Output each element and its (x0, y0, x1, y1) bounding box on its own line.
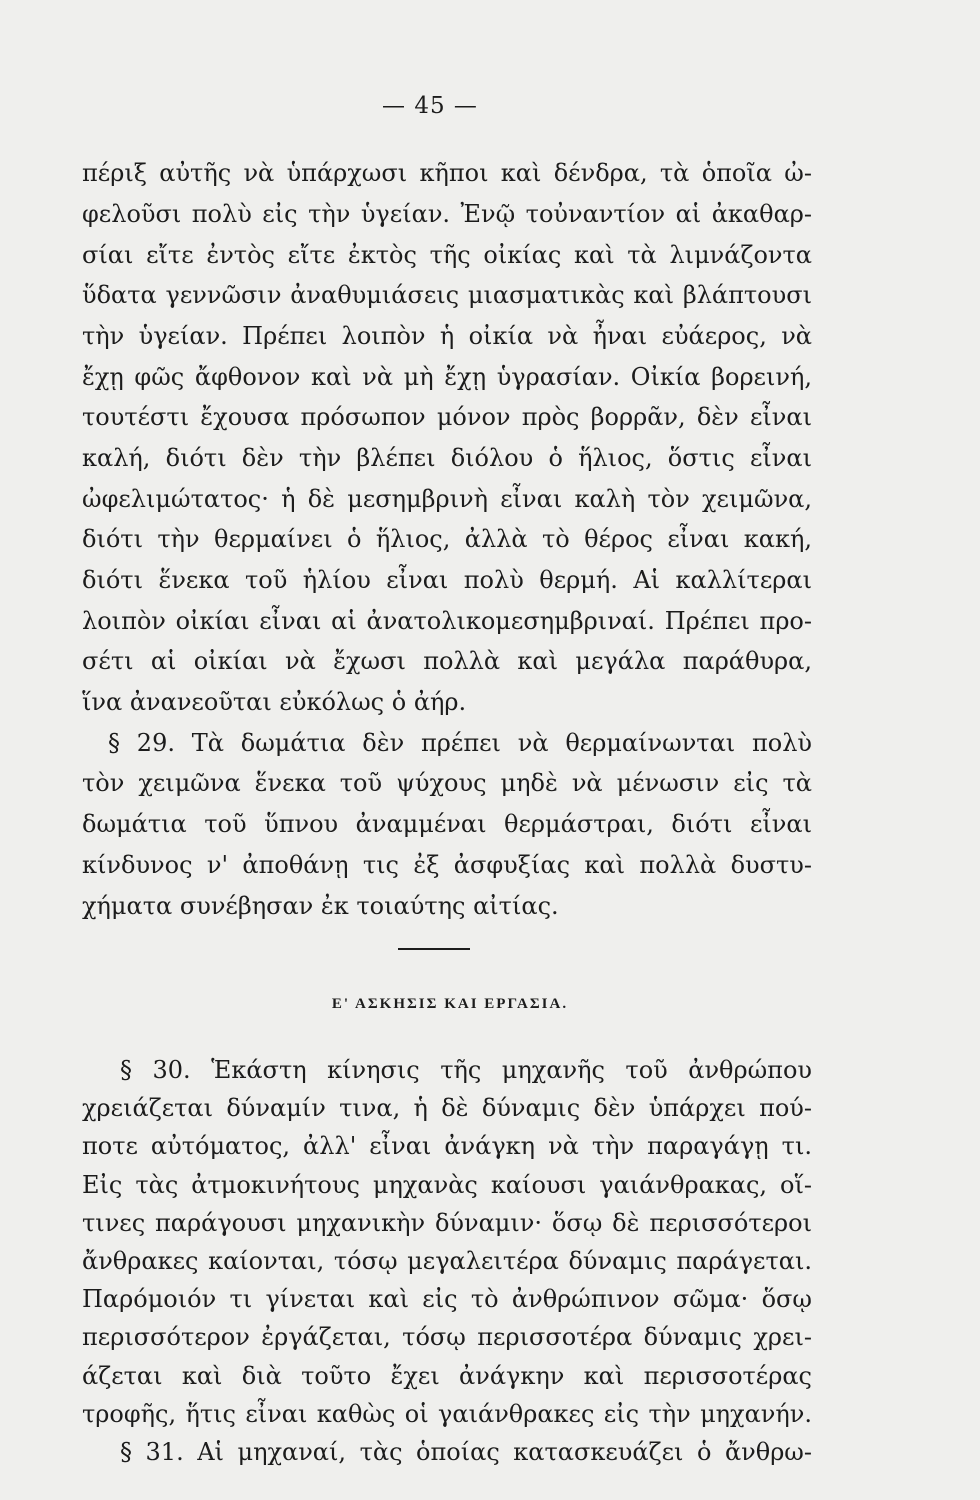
text-line: τουτέστι ἔχουσα πρόσωπον μόνον πρὸς βορρᾶν, δὲν εἶναι (82, 403, 812, 431)
section-heading: Ε' ΑΣΚΗΣΙΣ ΚΑΙ ΕΡΓΑΣΙΑ. (331, 996, 569, 1012)
text-line: δωμάτια τοῦ ὕπνου ἀναμμέναι θερμάστραι, διότι εἶναι (82, 810, 812, 838)
text-line: χρειάζεται δύναμίν τινα, ἡ δὲ δύναμις δὲν ὑπάρχει πού- (82, 1094, 812, 1122)
text-line: λοιπὸν οἰκίαι εἶναι αἱ ἀνατολικομεσημβριναί. Πρέπει προ- (82, 607, 812, 635)
text-line: άζεται καὶ διὰ τοῦτο ἔχει ἀνάγκην καὶ περισσοτέρας (82, 1362, 812, 1390)
text-line: διότι ἕνεκα τοῦ ἡλίου εἶναι πολὺ θερμή. Αἱ καλλίτεραι (82, 566, 812, 594)
text-line: § 29. Τὰ δωμάτια δὲν πρέπει νὰ θερμαίνωνται πολὺ (108, 729, 812, 757)
text-line: φελοῦσι πολὺ εἰς τὴν ὑγείαν. Ἐνῷ τοὐναντίον αἱ ἀκαθαρ- (82, 200, 812, 228)
page-number: — 45 — (382, 93, 478, 119)
text-line: ἄνθρακες καίονται, τόσῳ μεγαλειτέρα δύναμις παράγεται. (82, 1247, 812, 1275)
text-line: ὕδατα γεννῶσιν ἀναθυμιάσεις μιασματικὰς καὶ βλάπτουσι (82, 281, 812, 309)
text-line: Παρόμοιόν τι γίνεται καὶ εἰς τὸ ἀνθρώπινον σῶμα· ὅσῳ (82, 1285, 812, 1313)
text-line: πέριξ αὐτῆς νὰ ὑπάρχωσι κῆποι καὶ δένδρα, τὰ ὁποῖα ὠ- (82, 159, 812, 187)
text-line: χήματα συνέβησαν ἐκ τοιαύτης αἰτίας. (82, 892, 559, 920)
text-line: ἔχῃ φῶς ἄφθονον καὶ νὰ μὴ ἔχῃ ὑγρασίαν. Οἰκία βορεινή, (82, 363, 812, 391)
text-line: Εἰς τὰς ἀτμοκινήτους μηχανὰς καίουσι γαιάνθρακας, οἵ- (82, 1171, 812, 1199)
text-line: ποτε αὐτόματος, ἀλλ' εἶναι ἀνάγκη νὰ τὴν παραγάγῃ τι. (82, 1132, 812, 1160)
text-line: κίνδυνος ν' ἀποθάνῃ τις ἐξ ἀσφυξίας καὶ πολλὰ δυστυ- (82, 851, 812, 879)
text-line: σίαι εἴτε ἐντὸς εἴτε ἐκτὸς τῆς οἰκίας καὶ τὰ λιμνάζοντα (82, 241, 812, 269)
text-line: τὴν ὑγείαν. Πρέπει λοιπὸν ἡ οἰκία νὰ ἦναι εὐάερος, νὰ (82, 322, 812, 350)
text-line: τροφῆς, ἥτις εἶναι καθὼς οἱ γαιάνθρακες εἰς τὴν μηχανήν. (82, 1400, 812, 1428)
text-line: § 31. Αἱ μηχαναί, τὰς ὁποίας κατασκευάζει ὁ ἄνθρω- (120, 1438, 812, 1466)
text-line: § 30. Ἑκάστη κίνησις τῆς μηχανῆς τοῦ ἀνθρώπου (120, 1056, 812, 1084)
text-line: διότι τὴν θερμαίνει ὁ ἥλιος, ἀλλὰ τὸ θέρος εἶναι κακή, (82, 525, 812, 553)
text-line: ὠφελιμώτατος· ἡ δὲ μεσημβρινὴ εἶναι καλὴ τὸν χειμῶνα, (82, 485, 812, 513)
text-line: περισσότερον ἐργάζεται, τόσῳ περισσοτέρα δύναμις χρει- (82, 1323, 812, 1351)
section-divider (398, 948, 470, 950)
text-line: τινες παράγουσι μηχανικὴν δύναμιν· ὅσῳ δὲ περισσότεροι (82, 1209, 812, 1237)
text-line: καλή, διότι δὲν τὴν βλέπει διόλου ὁ ἥλιος, ὅστις εἶναι (82, 444, 812, 472)
text-line: τὸν χειμῶνα ἕνεκα τοῦ ψύχους μηδὲ νὰ μένωσιν εἰς τὰ (82, 769, 812, 797)
text-line: ἵνα ἀνανεοῦται εὐκόλως ὁ ἀήρ. (82, 688, 467, 716)
text-line: σέτι αἱ οἰκίαι νὰ ἔχωσι πολλὰ καὶ μεγάλα παράθυρα, (82, 647, 812, 675)
